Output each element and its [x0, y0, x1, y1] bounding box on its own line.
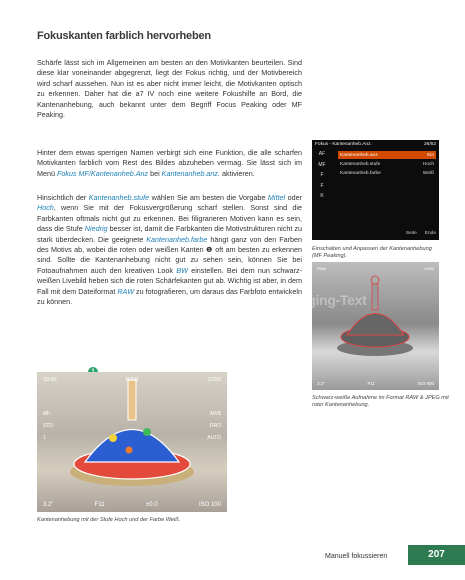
menu-row-value: Ein — [427, 152, 434, 158]
caption-menu: Einschalten und Anpassen der Kantenanhebung (MF Peaking). — [312, 246, 432, 259]
menu-row-label: Kantenanheb.anz. — [340, 152, 379, 158]
setting-value: BW — [176, 265, 188, 275]
setting-value: Mittel — [267, 193, 286, 202]
setting-name: Kantenanheb.farbe — [146, 234, 208, 244]
overlay-text: F11 — [367, 381, 375, 386]
text: , wenn Sie mit der Fokusvergrößerung scharf stellen. Sonst sind die Farbkanten oftmals nicht gut zu erkennen. Bei filigraneren Motiven kann es sein, dass die Stufe — [37, 203, 302, 234]
setting-name: Kantenanheb.stufe — [88, 193, 150, 202]
text: bei — [148, 168, 162, 178]
colored-spinning-top-illustration — [37, 372, 227, 512]
text: hängt ganz von den Farben des Motivs ab, wobei die roten oder weißen Kanten ❶ oft am besten zu erkennen sind. Sollte die Kantenanhebung nicht gut zu sehen sein, können Sie bei Fotoaufnahmen auch den kreativen Look — [37, 234, 302, 275]
text: oder — [285, 193, 303, 202]
menu-tab: MF — [318, 161, 326, 168]
paragraph-settings — [37, 193, 302, 307]
menu-title: Fokus - Kantenanheb.Anz. — [315, 142, 372, 147]
overlay-text: AWB — [209, 411, 221, 417]
footer-section: Manuell fokussieren — [325, 553, 388, 560]
overlay-text: ISO 800 — [417, 381, 434, 386]
color-photo — [37, 372, 227, 512]
overlay-text: DRO — [209, 423, 221, 429]
menu-row — [338, 151, 436, 159]
overlay-text: STD — [43, 423, 53, 429]
text: besser ist, damit die Farbkanten die Motivstrukturen nicht zu stark überdecken. Die geeignete — [37, 224, 302, 244]
camera-menu-screenshot — [312, 140, 439, 240]
overlay-top — [43, 377, 221, 383]
setting-value: Niedrig — [84, 224, 108, 234]
menu-tab: F — [320, 172, 324, 178]
bw-photo — [284, 262, 439, 390]
menu-tab: K — [320, 193, 324, 199]
overlay-left — [43, 408, 53, 444]
menu-path: Fokus MF/Kantenanheb.Anz — [56, 168, 149, 178]
overlay-text: 3.2" — [43, 502, 54, 508]
text: Hinsichtlich der — [37, 193, 89, 202]
overlay-text: MF — [43, 411, 51, 417]
menu-footer — [315, 231, 436, 238]
caption-bw: Schwarz-weiße Aufnahme im Format RAW & JPEG mit roter Kantenanhebung. — [312, 395, 449, 408]
overlay-text: RAW — [125, 377, 139, 383]
text: einstellen. Bei dem nun schwarz-weißen Livebild heben sich die roten Schärfekanten gut ab. Wichtig ist aber, in dem Fall mit dem Dateiformat — [37, 265, 302, 296]
menu-side-tabs — [315, 151, 329, 231]
menu-row — [338, 160, 436, 168]
paragraph-menu-location — [37, 148, 302, 179]
setting-value: RAW — [117, 286, 135, 296]
overlay-text: 1/250 — [207, 377, 221, 383]
spinning-top-illustration — [312, 262, 439, 390]
menu-row-label: Kantenanheb.stufe — [340, 161, 381, 167]
overlay-text: 33:00 — [43, 377, 57, 383]
menu-footer-page: Seite — [405, 231, 417, 236]
overlay-text: ±0.0 — [146, 502, 158, 508]
overlay-top — [317, 266, 434, 271]
menu-row — [338, 169, 436, 177]
overlay-bottom — [317, 381, 434, 386]
overlay-right — [207, 408, 221, 444]
overlay-text: F11 — [94, 502, 105, 508]
overlay-text: ISO 100 — [198, 502, 221, 508]
menu-row-label: Kantenanheb.farbe — [340, 170, 381, 176]
menu-tab: F — [320, 182, 324, 189]
menu-item: Kantenanheb.anz. — [161, 168, 221, 178]
text: zu fotografieren, um daraus das Farbfoto entwickeln zu können. — [37, 286, 302, 307]
setting-value: Hoch — [37, 203, 54, 213]
overlay-bottom — [43, 502, 221, 508]
text: aktivieren. — [220, 168, 255, 178]
overlay-text: 1 — [43, 435, 46, 441]
menu-footer-end: Ende — [424, 231, 436, 236]
overlay-text: AUTO — [207, 435, 221, 441]
menu-header — [315, 142, 436, 149]
overlay-text: 3.2" — [317, 381, 325, 386]
paragraph-intro: Schärfe lässt sich im Allgemeinen am besten an den Motivkanten beurteilen. Sind diese klar voneinander abgegrenzt, liegt der Fokus richtig, und der Motivbereich wird scharf aussehen. Nun ist es aber nicht immer leicht, die Motivkanten optisch zu erkennen. Daher hat die a7 IV noch eine weitere Fokushilfe an Bord, die Kantenanhebung, auch bekannt unter dem Begriff Focus Peaking oder MF Peaking. — [37, 58, 302, 120]
watermark: Imaging-Text — [284, 292, 367, 308]
page-heading: Fokuskanten farblich hervorheben — [37, 30, 211, 42]
overlay-text: RAW — [317, 266, 327, 271]
menu-row-value: Hoch — [422, 161, 434, 167]
text: wählen Sie am besten die Vorgabe — [149, 193, 268, 202]
overlay-text: 1/250 — [423, 266, 434, 271]
menu-row-value: Weiß — [422, 170, 434, 176]
menu-tab: AF — [318, 151, 326, 157]
caption-color-photo: Kantenanhebung mit der Stufe Hoch und der Farbe Weiß. — [37, 517, 181, 523]
text: Hinter dem etwas sperrigen Namen verbirgt sich eine Funktion, die alle scharfen Motivkanten farblich vom Rest des Bildes abzuheben vermag. Sie lässt sich im Menü — [37, 148, 302, 178]
menu-page: 26/62 — [423, 142, 436, 147]
page-number: 207 — [408, 545, 465, 565]
